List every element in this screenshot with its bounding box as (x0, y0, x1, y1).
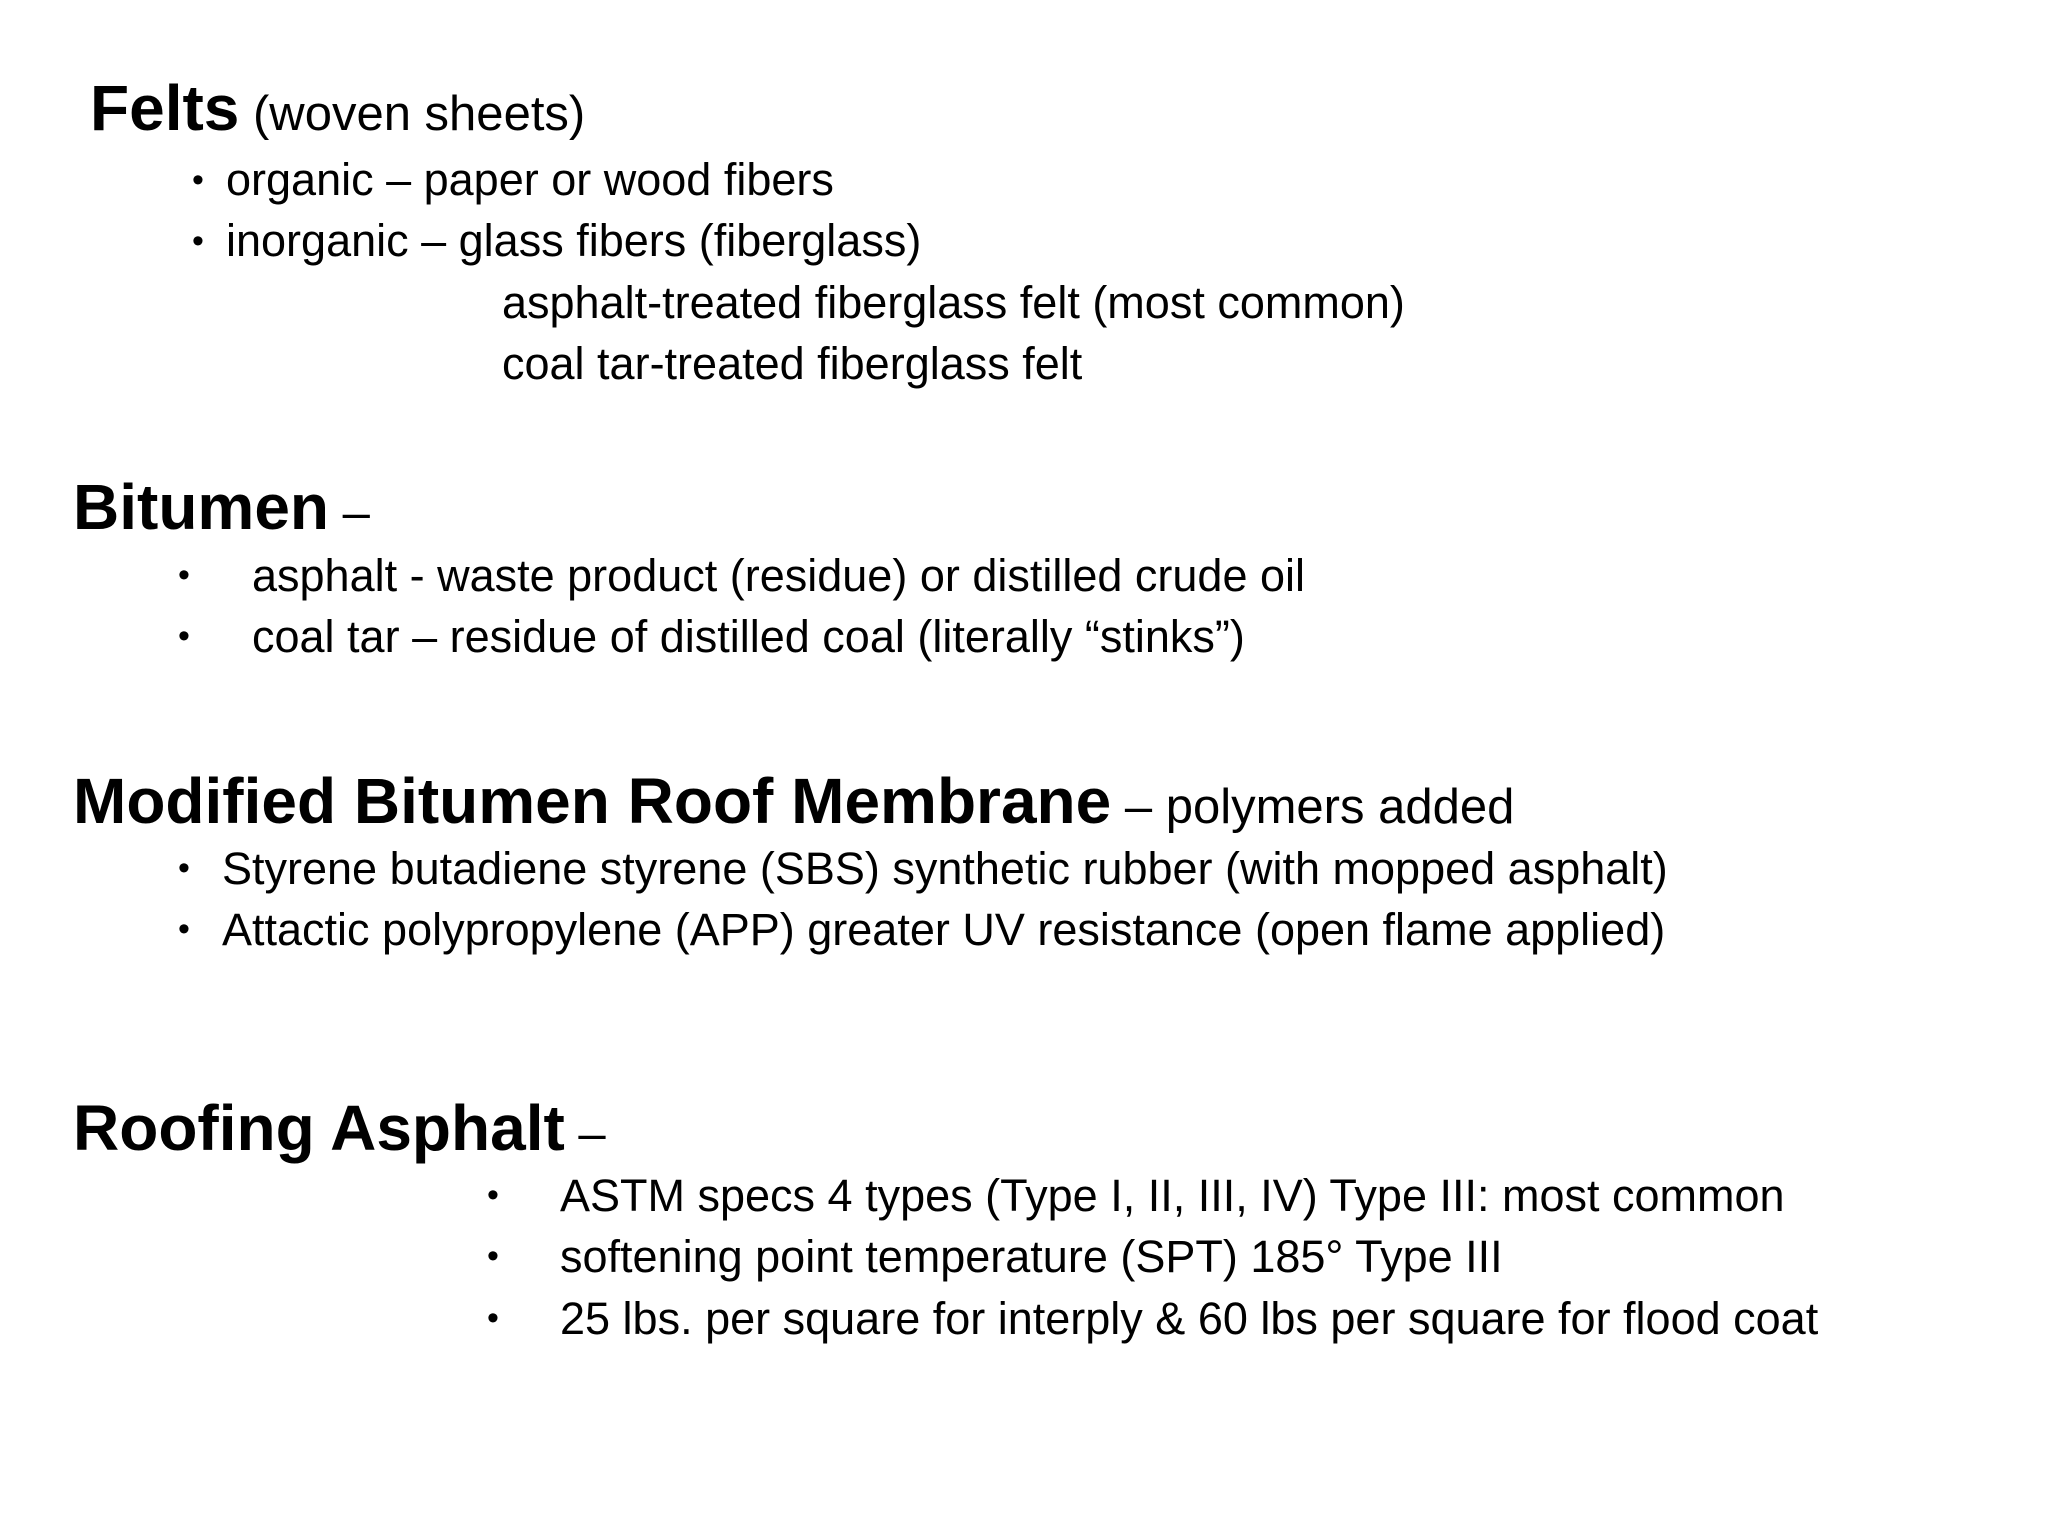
bullet-icon: • (178, 910, 190, 948)
bitumen-heading (73, 471, 370, 543)
roofing-item-spt: softening point temperature (SPT) 185° Type III (560, 1231, 1503, 1282)
felts-item-organic: organic – paper or wood fibers (226, 154, 834, 205)
felts-title: Felts (90, 72, 240, 144)
modified-item-app: Attactic polypropylene (APP) greater UV resistance (open flame applied) (222, 904, 1666, 955)
bitumen-item-asphalt: asphalt - waste product (residue) or distilled crude oil (252, 550, 1305, 601)
bullet-icon: • (192, 161, 204, 199)
modified-item-sbs: Styrene butadiene styrene (SBS) synthetic rubber (with mopped asphalt) (222, 843, 1668, 894)
bullet-icon: • (192, 222, 204, 260)
felts-heading (90, 72, 586, 144)
bitumen-title: Bitumen (73, 471, 329, 543)
bullet-icon: • (487, 1237, 499, 1275)
roofing-title: Roofing Asphalt (73, 1092, 565, 1164)
felts-subitem-coal-tar: coal tar-treated fiberglass felt (502, 338, 1083, 389)
modified-title: Modified Bitumen Roof Membrane (73, 765, 1112, 837)
bullet-icon: • (178, 617, 190, 655)
modified-subtitle: – polymers added (1111, 780, 1515, 834)
bullet-icon: • (487, 1299, 499, 1337)
roofing-item-astm: ASTM specs 4 types (Type I, II, III, IV) Type III: most common (560, 1170, 1785, 1221)
bitumen-item-coal-tar: coal tar – residue of distilled coal (literally “stinks”) (252, 611, 1245, 662)
bullet-icon: • (178, 849, 190, 887)
bullet-icon: • (487, 1176, 499, 1214)
felts-subtitle: (woven sheets) (239, 87, 586, 141)
bullet-icon: • (178, 556, 190, 594)
bitumen-dash: – (329, 486, 370, 540)
roofing-item-weights: 25 lbs. per square for interply & 60 lbs per square for flood coat (560, 1293, 1819, 1344)
felts-subitem-asphalt: asphalt-treated fiberglass felt (most common) (502, 277, 1405, 328)
roofing-heading (73, 1092, 606, 1164)
roofing-dash: – (564, 1107, 606, 1161)
modified-heading (73, 765, 1515, 837)
felts-item-inorganic: inorganic – glass fibers (fiberglass) (226, 215, 922, 266)
